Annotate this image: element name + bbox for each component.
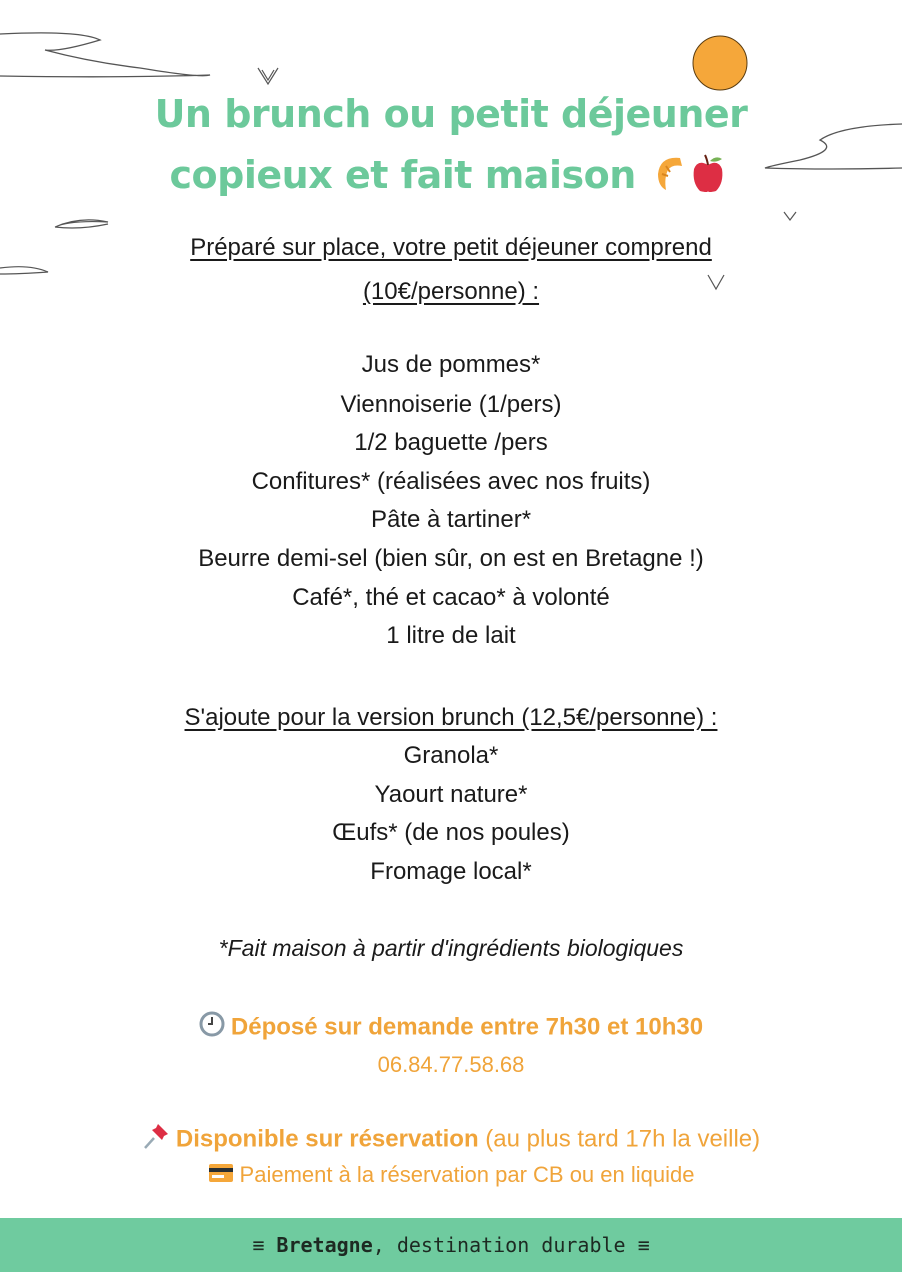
cloud-line-top-left [0, 33, 210, 77]
brunch-heading: S'ajoute pour la version brunch (12,5€/personne) : [184, 704, 718, 731]
pushpin-icon [142, 1122, 170, 1158]
page-title-text: copieux et fait maison [169, 153, 636, 197]
breakfast-item: Jus de pommes* [361, 351, 541, 378]
breakfast-item: Café*, thé et cacao* à volonté [292, 584, 610, 611]
sun-icon [693, 36, 747, 90]
breakfast-item: Pâte à tartiner* [370, 506, 532, 533]
payment-text: Paiement à la réservation par CB ou en liquide [239, 1162, 695, 1187]
breakfast-item: 1 litre de lait [386, 622, 516, 649]
bird-icon [258, 68, 278, 84]
footer-text: , destination durable ≡ [372, 1233, 650, 1257]
footer-bold: Bretagne [276, 1233, 373, 1257]
brunch-item: Œufs* (de nos poules) [332, 819, 570, 846]
croissant-icon [654, 154, 684, 201]
brunch-item: Yaourt nature* [374, 781, 528, 808]
delivery-line [0, 1011, 902, 1045]
phone-number[interactable]: 06.84.77.58.68 [377, 1052, 525, 1077]
cloud-line-left-small [55, 220, 108, 228]
breakfast-heading-line-2: (10€/personne) : [362, 278, 540, 305]
brunch-item: Granola* [403, 742, 499, 769]
reservation-bold: Disponible sur réservation [175, 1125, 479, 1153]
page-title-line-1: Un brunch ou petit déjeuner [154, 92, 748, 136]
delivery-text: Déposé sur demande entre 7h30 et 10h30 [230, 1013, 704, 1041]
brunch-item: Fromage local* [370, 858, 532, 885]
reservation-line [0, 1122, 902, 1158]
breakfast-item: Viennoiserie (1/pers) [340, 391, 562, 418]
footer-banner [0, 1218, 902, 1272]
bird-icon [784, 212, 796, 220]
clock-icon [199, 1011, 225, 1045]
footnote: *Fait maison à partir d'ingrédients biologiques [218, 935, 684, 961]
payment-line [0, 1160, 902, 1191]
breakfast-item: Confitures* (réalisées avec nos fruits) [251, 468, 651, 495]
reservation-deadline: (au plus tard 17h la veille) [478, 1125, 761, 1153]
apple-icon [690, 153, 726, 202]
cloud-line-left-bottom [0, 267, 48, 274]
breakfast-heading-line-1: Préparé sur place, votre petit déjeuner comprend [190, 234, 712, 261]
footer-prefix: ≡ [252, 1233, 277, 1257]
credit-card-icon [208, 1161, 234, 1191]
breakfast-item: 1/2 baguette /pers [354, 429, 548, 456]
page-title-line-2 [0, 153, 902, 202]
breakfast-item: Beurre demi-sel (bien sûr, on est en Bretagne !) [198, 545, 704, 572]
